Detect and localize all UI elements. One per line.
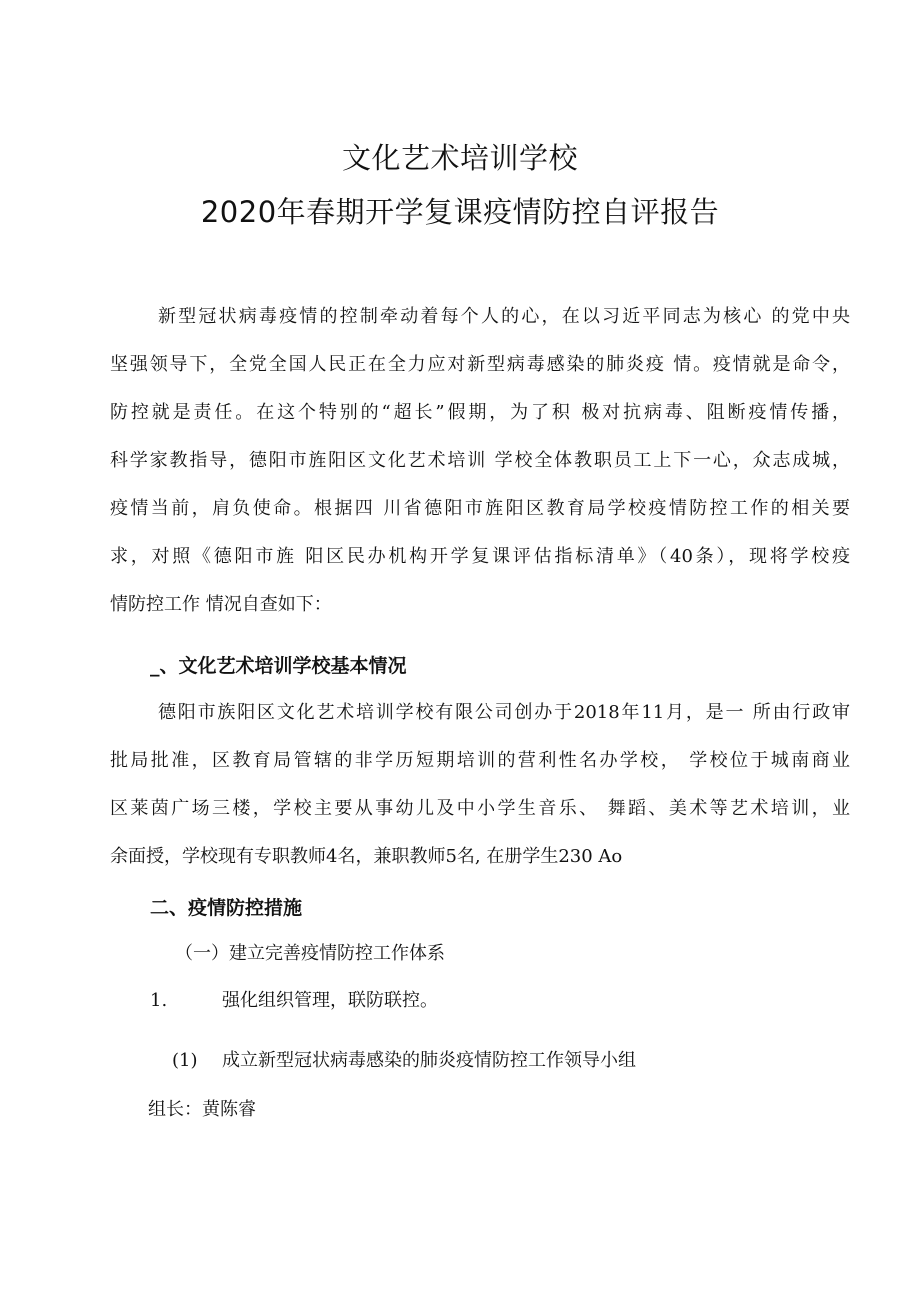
item-text: 强化组织管理，联防联控。 [222, 990, 438, 1011]
paragraph-line: 新型冠状病毒疫情的控制牵动着每个人的心，在以习近平同志为核心 的党中央 [158, 306, 850, 327]
subsection-heading: （一）建立完善疫情防控工作体系 [175, 943, 445, 964]
item-number: 1. [150, 990, 168, 1011]
section-heading-measures: 二、疫情防控措施 [150, 897, 303, 919]
leader-line: 组长：黄陈睿 [148, 1099, 256, 1120]
paragraph-line: 余面授，学校现有专职教师4名，兼职教师5名, 在册学生230 Ao [110, 846, 623, 867]
paragraph-line: 求，对照《德阳市旌 阳区民办机构开学复课评估指标清单》（40条），现将学校疫 [110, 546, 850, 567]
paragraph-line: 德阳市族阳区文化艺术培训学校有限公司创办于2018年11月，是一 所由行政审 [158, 702, 850, 723]
paragraph-line: 坚强领导下，全党全国人民正在全力应对新型病毒感染的肺炎疫 情。疫情就是命令， [110, 354, 850, 375]
paragraph-line: 疫情当前，肩负使命。根据四 川省德阳市旌阳区教育局学校疫情防控工作的相关要 [110, 498, 850, 519]
section-heading-basic-info: _、文化艺术培训学校基本情况 [150, 655, 407, 677]
item-text: 成立新型冠状病毒感染的肺炎疫情防控工作领导小组 [222, 1050, 636, 1071]
paragraph-line: 情防控工作 情况自查如下： [110, 594, 332, 615]
document-subtitle: 2020年春期开学复课疫情防控自评报告 [200, 195, 720, 229]
paragraph-line: 防控就是责任。在这个特别的“超长”假期，为了积 极对抗病毒、阻断疫情传播， [110, 402, 850, 423]
paragraph-line: 科学家教指导，德阳市旌阳区文化艺术培训 学校全体教职员工上下一心，众志成城， [110, 450, 850, 471]
paragraph-line: 批局批准，区教育局管辖的非学历短期培训的营利性名办学校， 学校位于城南商业 [110, 750, 850, 771]
document-title: 文化艺术培训学校 [341, 141, 578, 175]
paragraph-line: 区莱茵广场三楼，学校主要从事幼儿及中小学生音乐、 舞蹈、美术等艺术培训，业 [110, 798, 850, 819]
item-number: (1) [172, 1050, 198, 1071]
basic-info-paragraph [110, 689, 850, 881]
intro-paragraph [110, 293, 850, 629]
